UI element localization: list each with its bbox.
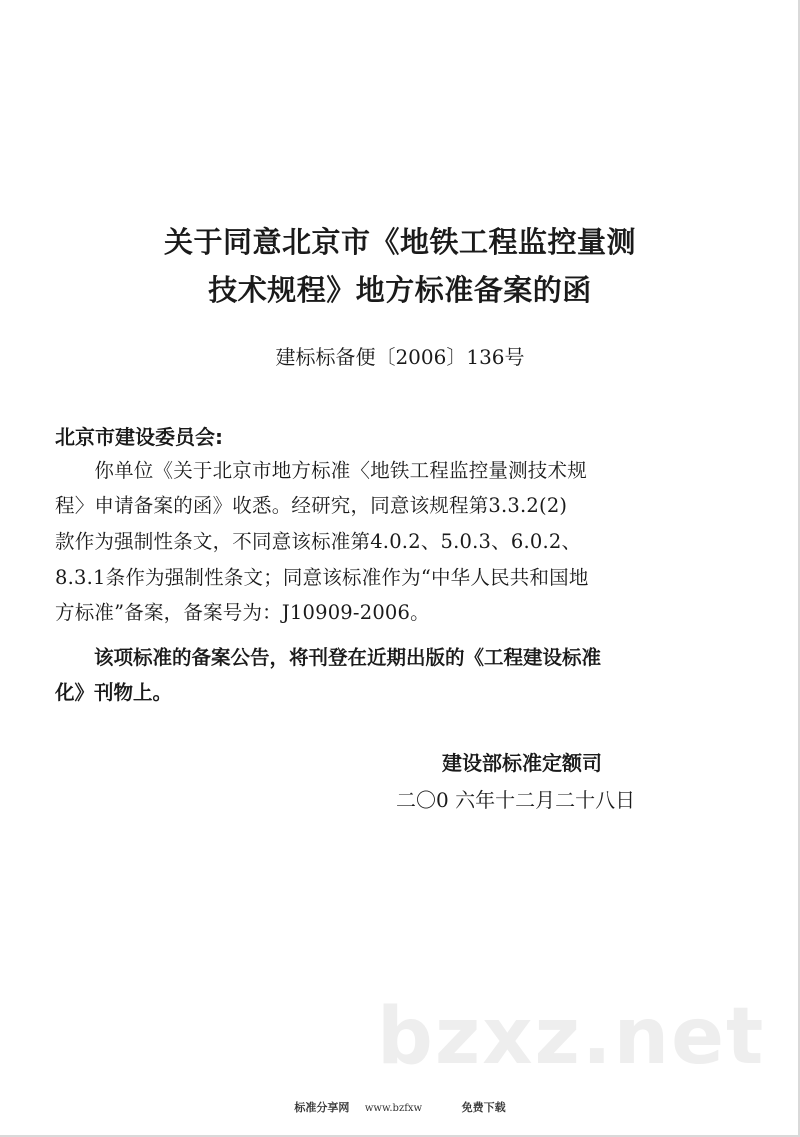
document-title	[0, 218, 800, 314]
body-line-5: 方标准”备案，备案号为：J10909-2006。	[55, 601, 430, 624]
body-line-2: 程〉申请备案的函》收悉。经研究，同意该规程第3.3.2(2)	[55, 494, 568, 517]
body-line-1: 你单位《关于北京市地方标准〈地铁工程监控量测技术规	[55, 459, 587, 482]
signature-date: 二〇0 六年十二月二十八日	[396, 788, 636, 812]
document-number: 建标标备便〔2006〕136号	[275, 345, 525, 369]
notice-line-2: 化》刊物上。	[55, 681, 173, 704]
title-line-1: 关于同意北京市《地铁工程监控量测	[163, 225, 636, 259]
footer-download-link[interactable]: 免费下载	[461, 1101, 506, 1114]
watermark: bzxz.net	[377, 992, 766, 1082]
title-line-2: 技术规程》地方标准备案的函	[208, 273, 592, 307]
signature-organization: 建设部标准定额司	[442, 751, 602, 775]
body-line-3: 款作为强制性条文，不同意该标准第4.0.2、5.0.3、6.0.2、	[55, 530, 582, 553]
page-footer	[0, 1100, 800, 1117]
footer-site-name: 标准分享网	[294, 1101, 350, 1114]
footer-url[interactable]: www.bzfxw	[364, 1103, 423, 1114]
addressee: 北京市建设委员会:	[55, 425, 223, 449]
body-line-4: 8.3.1条作为强制性条文；同意该标准作为“中华人民共和国地	[55, 566, 589, 589]
notice-line-1: 该项标准的备案公告，将刊登在近期出版的《工程建设标准	[55, 646, 602, 669]
